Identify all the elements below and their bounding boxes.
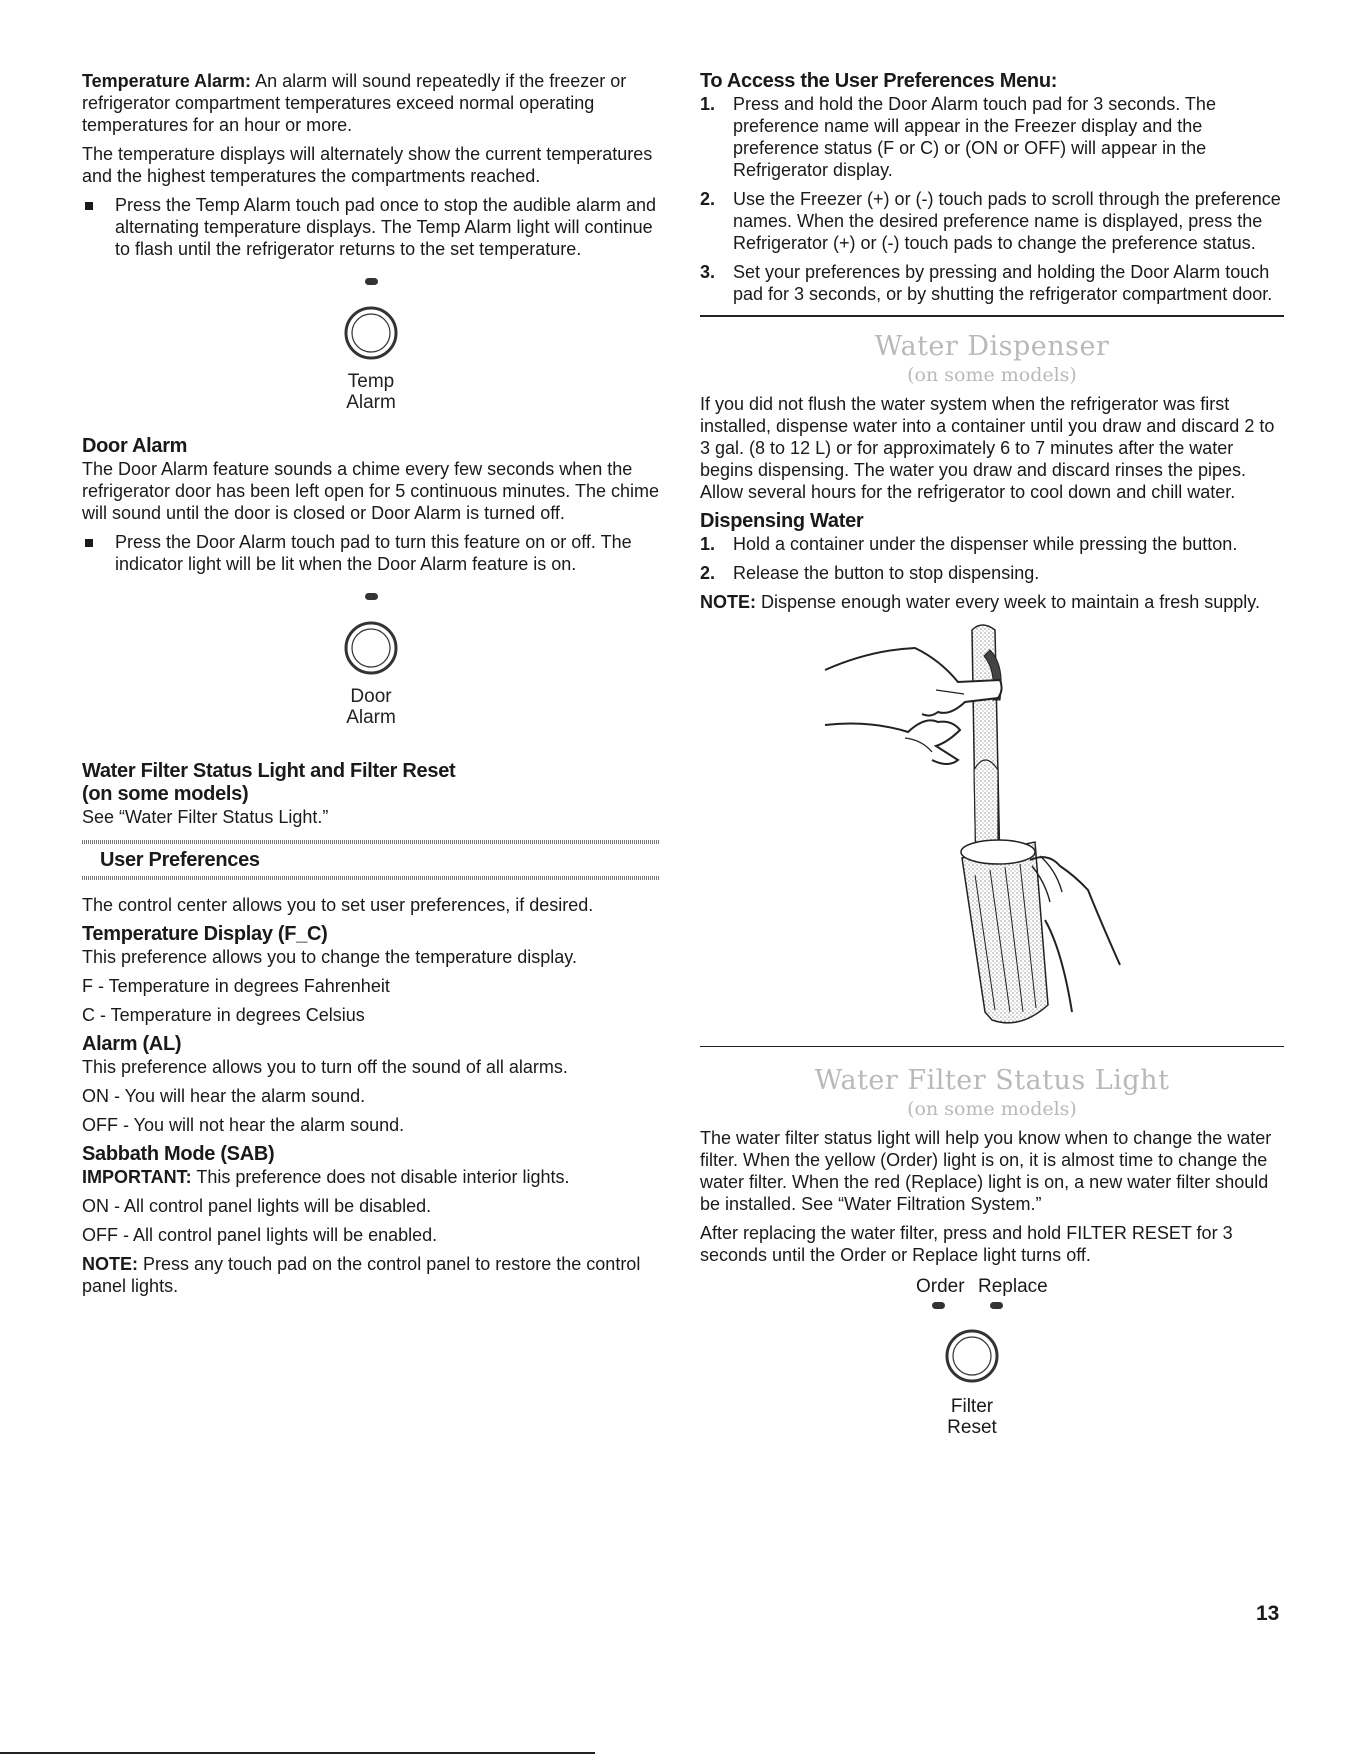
water-dispenser-intro: If you did not flush the water system when the refrigerator was first installed, dispense water into a container until you draw and discard 2 to 3 gal. (8 to 12 L) or for approximately 6 to 7 minutes after the water begins dispensing. The water you draw and discard rinses the pipes. Allow several hours for the refrigerator to cool down and chill water. [700,393,1275,502]
temp-alarm-caption-line2: Alarm [346,392,396,413]
alarm-off-line: OFF - You will not hear the alarm sound. [82,1115,405,1135]
filter-light-title: Water Filter Status Light [814,1065,1170,1096]
filter-light-text-1: The water filter status light will help you know when to change the water filter. When the yellow (Order) light is on, it is almost time to change the water filter. When the red (Replace) light is on, a new water filter should be installed. See “Water Filtration System.” [700,1128,1272,1214]
door-alarm-caption-line1: Door [350,686,392,707]
filter-status-text: See “Water Filter Status Light.” [82,807,329,827]
door-alarm-text: The Door Alarm feature sounds a chime every few seconds when the refrigerator door has been left open for 5 continuous minutes. The chime will sound until the door is closed or Door Alarm is turned off. [82,459,660,523]
left-column [82,70,660,1304]
important-paragraph: IMPORTANT: This preference does not disable interior lights. [82,1167,570,1187]
sabbath-off-line: OFF - All control panel lights will be enabled. [82,1225,438,1245]
sabbath-note: NOTE: Press any touch pad on the control panel to restore the control panel lights. [82,1254,641,1296]
door-alarm-heading: Door Alarm [82,435,188,457]
fahrenheit-line: F - Temperature in degrees Fahrenheit [82,976,390,996]
section-divider [82,876,660,880]
access-menu-heading: To Access the User Preferences Menu: [700,70,1058,92]
replace-light-icon [990,1302,1003,1309]
user-preferences-intro: The control center allows you to set user preferences, if desired. [82,895,594,915]
door-alarm-pad-figure [311,593,431,728]
section-rule [700,1046,1284,1048]
replace-label: Replace [978,1276,1048,1297]
dispense-step-2: 2. Release the button to stop dispensing. [700,562,1040,583]
page-number: 13 [1256,1602,1280,1625]
celsius-line: C - Temperature in degrees Celsius [82,1005,365,1025]
bullet-square-icon [85,202,93,210]
filter-status-heading: Water Filter Status Light and Filter Reset [82,760,456,782]
water-dispenser-title: Water Dispenser [874,330,1110,362]
access-step-3: 3. Set your preferences by pressing and holding the Door Alarm touch pad for 3 seconds, or by shutting the refrigerator compartment door. [700,262,1273,304]
temp-alarm-paragraph [82,70,660,136]
temp-alarm-bullet: Press the Temp Alarm touch pad once to stop the audible alarm and alternating temperature displays. The Temp Alarm light will continue to flash until the refrigerator returns to the set temperature. [82,194,660,260]
indicator-light-icon [365,593,378,600]
bullet-square-icon [85,539,93,547]
door-alarm-bullet: Press the Door Alarm touch pad to turn this feature on or off. The indicator light will be lit when the Door Alarm feature is on. [82,531,660,575]
dispenser-illustration [700,620,1284,1040]
touch-pad-icon [343,620,399,676]
touch-pad-icon [343,305,399,361]
filter-pad-figure [700,1276,1284,1446]
dispense-note: NOTE: Dispense enough water every week to maintain a fresh supply. [700,591,1260,612]
order-label: Order [916,1276,965,1297]
section-rule [700,315,1284,317]
footer-rule [0,1752,595,1754]
temp-display-heading: Temperature Display (F_C) [82,923,328,945]
indicator-light-icon [365,278,378,285]
temp-alarm-caption-line1: Temp [347,371,395,392]
temp-display-text: This preference allows you to change the temperature display. [82,947,577,967]
access-step-2: 2. Use the Freezer (+) or (-) touch pads to scroll through the preference names. When the desired preference name is displayed, press the Refrigerator (+) or (-) touch pads to change the preference status. [700,189,1281,253]
filter-light-subtitle: (on some models) [907,1098,1077,1120]
filter-reset-pad-icon [944,1328,1000,1384]
alarm-on-line: ON - You will hear the alarm sound. [82,1086,366,1106]
temp-alarm-pad-figure [311,278,431,413]
temp-alarm-label: Temperature Alarm: [82,71,252,91]
sabbath-heading: Sabbath Mode (SAB) [82,1143,275,1165]
temp-alarm-text: An alarm will sound repeatedly if the freezer or refrigerator compartment temperatures exceed normal operating temperatures for an hour or more. [82,71,627,135]
filter-light-text-2: After replacing the water filter, press and hold FILTER RESET for 3 seconds until the Order or Replace light turns off. [700,1223,1233,1265]
filter-reset-caption-line1: Filter [950,1396,994,1417]
sabbath-on-line: ON - All control panel lights will be disabled. [82,1196,432,1216]
right-column [700,70,1284,1446]
temp-alarm-paragraph-2: The temperature displays will alternately show the current temperatures and the highest temperatures the compartments reached. [82,144,653,186]
order-light-icon [932,1302,945,1309]
dispense-step-1: 1. Hold a container under the dispenser while pressing the button. [700,533,1238,554]
filter-reset-caption-line2: Reset [947,1417,997,1438]
water-dispenser-subtitle: (on some models) [907,363,1077,386]
alarm-pref-text: This preference allows you to turn off the sound of all alarms. [82,1057,568,1077]
user-preferences-heading: User Preferences [100,849,260,871]
dispensing-water-heading: Dispensing Water [700,509,864,532]
access-step-1: 1. Press and hold the Door Alarm touch pad for 3 seconds. The preference name will appear in the Freezer display and the preference status (F or C) or (ON or OFF) will appear in the Refrigerator display. [700,94,1216,180]
filter-status-subheading: (on some models) [82,783,249,805]
door-alarm-caption-line2: Alarm [346,707,396,728]
section-divider [82,840,660,844]
alarm-pref-heading: Alarm (AL) [82,1033,182,1055]
